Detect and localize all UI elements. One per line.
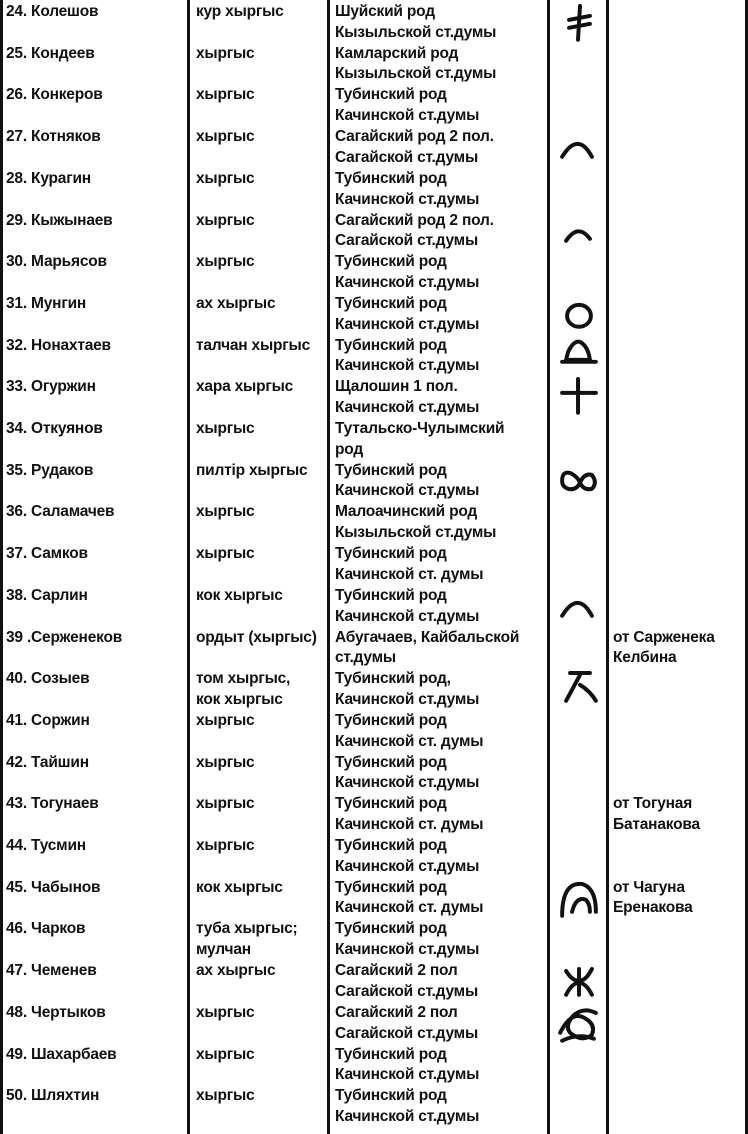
double-arch-icon <box>552 878 608 920</box>
clan-name-cell <box>196 294 275 315</box>
note-cell-line: от Чагуна <box>613 878 685 896</box>
clan-origin-cell <box>335 2 496 44</box>
table-row <box>0 85 748 127</box>
clan-origin-cell-line: Тубинский род <box>335 795 447 813</box>
clan-origin-cell-line: Качинской ст.думы <box>335 190 480 208</box>
clan-name-cell-line: кур хыргыс <box>196 3 284 20</box>
clan-name-cell <box>196 586 283 607</box>
clan-origin-cell <box>335 44 496 86</box>
cross-icon <box>552 377 608 419</box>
surname-cell: 38. Сарлин <box>6 586 88 604</box>
clan-name-cell-line: мулчан <box>196 941 251 959</box>
clan-name-cell <box>196 878 283 899</box>
clan-name-cell-line: талчан хыргыс <box>196 336 310 354</box>
clan-origin-cell <box>335 586 479 628</box>
clan-name-cell-line: кок хыргыс <box>196 690 283 708</box>
surname-cell: 35. Рудаков <box>6 461 94 479</box>
clan-name-cell-line: хыргыс <box>196 1003 255 1021</box>
clan-origin-cell-line: Щалошин 1 пол. <box>335 378 458 396</box>
clan-origin-cell-line: Качинской ст.думы <box>335 399 480 417</box>
clan-origin-cell-line: Тубинский род <box>335 545 447 563</box>
clan-name-cell <box>196 961 275 982</box>
table-row <box>0 169 748 211</box>
clan-name-cell-line: хыргыс <box>196 253 255 271</box>
clan-name-cell <box>196 169 254 190</box>
clan-name-cell-line: хыргыс <box>196 420 255 437</box>
clan-name-cell <box>196 919 298 961</box>
clan-name-cell-line: хыргыс <box>196 128 255 146</box>
clan-name-cell-line: туба хыргыс; <box>196 920 298 938</box>
surname-cell: 32. Нонахтаев <box>6 336 111 354</box>
clan-name-cell-line: хыргыс <box>196 1087 255 1105</box>
clan-origin-cell-line: род <box>335 440 363 458</box>
clan-origin-cell-line: Тубинский род <box>335 1087 447 1105</box>
note-cell-line: от Сарженека <box>613 628 715 646</box>
clan-name-cell <box>196 2 284 23</box>
table-row <box>0 336 748 378</box>
surname-cell: 25. Кондеев <box>6 44 95 62</box>
clan-name-cell-line: ах хыргыс <box>196 294 276 312</box>
tally-cross-icon <box>552 2 608 44</box>
table-row <box>0 794 748 836</box>
clan-origin-cell-line: ст.думы <box>335 649 396 667</box>
clan-name-cell <box>196 502 254 523</box>
clan-name-cell <box>196 753 254 774</box>
clan-origin-cell <box>335 169 479 211</box>
clan-name-cell-line: ах хыргыс <box>196 962 276 980</box>
clan-origin-cell-line: Качинской ст.думы <box>335 107 480 125</box>
clan-origin-cell <box>335 1003 478 1045</box>
surname-cell: 24. Колешов <box>6 3 99 20</box>
clan-origin-cell-line: Сагайской ст.думы <box>335 148 478 166</box>
surname-cell: 30. Марьясов <box>6 253 107 271</box>
zhe-icon <box>552 961 608 1003</box>
arch-icon <box>552 586 608 628</box>
clan-origin-cell-line: Качинской ст. думы <box>335 899 484 917</box>
clan-origin-cell-line: Качинской ст.думы <box>335 607 480 625</box>
clan-name-cell-line: хыргыс <box>196 169 255 187</box>
table-row <box>0 669 748 711</box>
clan-origin-cell <box>335 669 479 711</box>
surname-cell: 50. Шляхтин <box>6 1087 100 1105</box>
clan-origin-cell <box>335 836 479 878</box>
table-row <box>0 502 748 544</box>
surname-cell: 41. Соржин <box>6 711 90 729</box>
clan-name-cell-line: хыргыс <box>196 1045 255 1063</box>
clan-origin-cell-line: Сагайский род 2 пол. <box>335 211 494 229</box>
surname-cell: 28. Курагин <box>6 169 91 187</box>
clan-name-cell <box>196 336 310 357</box>
clan-name-cell-line: хыргыс <box>196 795 255 813</box>
clan-name-cell <box>196 377 293 398</box>
surname-cell: 44. Тусмин <box>6 837 86 854</box>
note-cell-line: Келбина <box>613 649 677 667</box>
surname-cell: 48. Чертыков <box>6 1003 106 1021</box>
note-cell <box>613 794 700 836</box>
clan-origin-cell-line: Тубинский род <box>335 920 447 938</box>
clan-name-cell <box>196 669 290 711</box>
clan-origin-cell-line: Сагайской ст.думы <box>335 982 478 1000</box>
table-row <box>0 878 748 920</box>
table-row <box>0 252 748 294</box>
clan-name-cell <box>196 544 254 565</box>
clan-origin-cell-line: Сагайский род 2 пол. <box>335 128 494 146</box>
clan-name-cell-line: хыргыс <box>196 753 255 771</box>
clan-name-cell <box>196 1086 254 1107</box>
clan-name-cell <box>196 794 254 815</box>
clan-origin-cell-line: Качинской ст. думы <box>335 732 484 750</box>
surname-cell: 45. Чабынов <box>6 878 101 896</box>
surname-cell: 49. Шахарбаев <box>6 1045 117 1063</box>
clan-origin-cell <box>335 419 504 461</box>
clan-origin-cell-line: Качинской ст.думы <box>335 315 480 333</box>
clan-name-cell <box>196 211 254 232</box>
clan-origin-cell-line: Качинской ст.думы <box>335 482 480 500</box>
clan-name-cell-line: кок хыргыс <box>196 878 283 896</box>
surname-cell: 29. Кыжынаев <box>6 211 113 229</box>
table-row <box>0 753 748 795</box>
table-row <box>0 294 748 336</box>
clan-origin-cell <box>335 336 479 378</box>
table-row <box>0 1086 748 1128</box>
table-row <box>0 211 748 253</box>
clan-origin-cell-line: Тубинский род <box>335 86 447 104</box>
clan-name-cell <box>196 85 254 106</box>
clan-origin-cell-line: Абугачаев, Кайбальской <box>335 628 520 646</box>
clan-name-cell <box>196 1003 254 1024</box>
clan-origin-cell-line: Качинской ст.думы <box>335 1066 480 1084</box>
clan-origin-cell <box>335 878 483 920</box>
clan-origin-cell-line: Тубинский род <box>335 169 447 187</box>
clan-origin-cell-line: Кызыльской ст.думы <box>335 65 497 83</box>
table-row <box>0 377 748 419</box>
clan-name-cell <box>196 628 317 649</box>
surname-cell: 42. Тайшин <box>6 753 89 771</box>
clan-origin-cell-line: Качинской ст.думы <box>335 357 480 375</box>
clan-name-cell <box>196 836 254 857</box>
surname-cell: 43. Тогунаев <box>6 795 99 813</box>
clan-origin-cell <box>335 1045 479 1087</box>
clan-origin-cell-line: Качинской ст.думы <box>335 273 480 291</box>
table-row <box>0 419 748 461</box>
clan-origin-cell-line: Тубинский род <box>335 586 447 604</box>
clan-origin-cell-line: Качинской ст.думы <box>335 857 480 875</box>
knot-icon <box>552 1003 608 1045</box>
clan-origin-cell-line: Тубинский род <box>335 878 447 896</box>
clan-origin-cell-line: Тубинский род <box>335 837 447 854</box>
note-cell <box>613 628 715 670</box>
surname-cell: 39 .Серженеков <box>6 628 123 646</box>
clan-origin-cell <box>335 127 494 169</box>
note-cell-line: Еренакова <box>613 899 693 917</box>
clan-name-cell-line: хыргыс <box>196 86 255 104</box>
clan-origin-cell-line: Тубинский род <box>335 1045 447 1063</box>
clan-origin-cell-line: Сагайской ст.думы <box>335 232 478 250</box>
table-row <box>0 836 748 878</box>
clan-origin-cell-line: Тубинский род <box>335 294 447 312</box>
table-row <box>0 1045 748 1087</box>
clan-name-cell-line: пилтiр хыргыс <box>196 461 308 479</box>
surname-cell: 37. Самков <box>6 545 88 563</box>
surname-cell: 33. Огуржин <box>6 378 96 396</box>
clan-name-cell-line: кок хыргыс <box>196 586 283 604</box>
clan-origin-cell <box>335 628 519 670</box>
small-arch-icon <box>552 211 608 253</box>
table-row <box>0 2 748 44</box>
clan-name-cell-line: хыргыс <box>196 211 255 229</box>
surname-cell: 46. Чарков <box>6 920 86 938</box>
triangle-icon <box>552 336 608 378</box>
clan-origin-cell-line: Тубинский род <box>335 253 447 271</box>
clan-origin-cell <box>335 211 494 253</box>
clan-name-cell <box>196 419 254 440</box>
table-row <box>0 586 748 628</box>
table-row <box>0 961 748 1003</box>
clan-name-cell <box>196 127 254 148</box>
surname-cell: 47. Чеменев <box>6 962 97 980</box>
table-row <box>0 127 748 169</box>
clan-origin-cell-line: Сагайский 2 пол <box>335 962 458 980</box>
arch-icon <box>552 127 608 169</box>
surname-cell: 40. Созыев <box>6 670 90 688</box>
clan-origin-cell-line: Тубинский род <box>335 461 447 479</box>
clan-origin-cell <box>335 377 479 419</box>
capped-arch-icon <box>552 669 608 711</box>
table-row <box>0 628 748 670</box>
clan-origin-cell-line: Тубинский род, <box>335 670 451 688</box>
clan-origin-cell-line: Качинской ст.думы <box>335 774 480 792</box>
clan-origin-cell-line: Сагайской ст.думы <box>335 1024 478 1042</box>
clan-origin-cell-line: Малоачинский род <box>335 503 478 521</box>
clan-origin-cell-line: Камларский род <box>335 44 459 62</box>
clan-name-cell-line: хыргыс <box>196 545 255 563</box>
clan-origin-cell-line: Качинской ст. думы <box>335 565 484 583</box>
table-row <box>0 544 748 586</box>
clan-origin-cell <box>335 294 479 336</box>
clan-origin-cell <box>335 85 479 127</box>
clan-origin-cell-line: Кызыльской ст.думы <box>335 23 497 41</box>
clan-name-cell-line: хыргыс <box>196 44 255 62</box>
clan-origin-cell-line: Сагайский 2 пол <box>335 1003 458 1021</box>
surname-cell: 26. Конкеров <box>6 86 103 104</box>
surname-cell: 34. Откуянов <box>6 420 103 437</box>
table-row <box>0 1003 748 1045</box>
clan-origin-cell-line: Тубинский род <box>335 336 447 354</box>
clan-origin-cell-line: Тубинский род <box>335 711 447 729</box>
clan-name-cell-line: хыргыс <box>196 711 255 729</box>
clan-origin-cell <box>335 919 479 961</box>
clan-origin-cell <box>335 544 483 586</box>
clan-name-cell <box>196 252 254 273</box>
clan-origin-cell <box>335 753 479 795</box>
clan-name-cell <box>196 711 254 732</box>
clan-origin-cell-line: Качинской ст.думы <box>335 1107 480 1125</box>
infinity-icon <box>552 461 608 503</box>
clan-origin-cell-line: Кызыльской ст.думы <box>335 524 497 542</box>
note-cell-line: от Тогуная <box>613 795 693 813</box>
clan-name-cell-line: ордыт (хыргыс) <box>196 628 317 646</box>
clan-origin-cell-line: Тубинский род <box>335 753 447 771</box>
surname-cell: 27. Котняков <box>6 128 101 146</box>
clan-origin-cell <box>335 1086 479 1128</box>
clan-origin-cell <box>335 461 479 503</box>
table-row <box>0 461 748 503</box>
clan-origin-cell <box>335 794 483 836</box>
clan-origin-cell <box>335 502 496 544</box>
note-cell <box>613 878 693 920</box>
clan-origin-cell-line: Качинской ст.думы <box>335 690 480 708</box>
clan-name-cell-line: том хыргыс, <box>196 670 291 688</box>
clan-origin-cell-line: Качинской ст. думы <box>335 816 484 834</box>
table-row <box>0 711 748 753</box>
clan-name-cell-line: хыргыс <box>196 837 255 854</box>
clan-origin-cell <box>335 961 478 1003</box>
table-row <box>0 44 748 86</box>
surname-cell: 31. Мунгин <box>6 294 87 312</box>
clan-name-cell-line: хара хыргыс <box>196 378 294 396</box>
note-cell-line: Батанакова <box>613 816 700 834</box>
clan-name-cell <box>196 44 254 65</box>
clan-name-cell <box>196 461 307 482</box>
clan-name-cell <box>196 1045 254 1066</box>
ring-icon <box>552 294 608 336</box>
clan-origin-cell <box>335 711 483 753</box>
clan-origin-cell <box>335 252 479 294</box>
clan-origin-cell-line: Тутальско-Чулымский <box>335 420 505 437</box>
surname-cell: 36. Саламачев <box>6 503 115 521</box>
clan-name-cell-line: хыргыс <box>196 503 255 521</box>
table-row <box>0 919 748 961</box>
clan-origin-cell-line: Шуйский род <box>335 3 435 20</box>
clan-origin-cell-line: Качинской ст.думы <box>335 941 480 959</box>
